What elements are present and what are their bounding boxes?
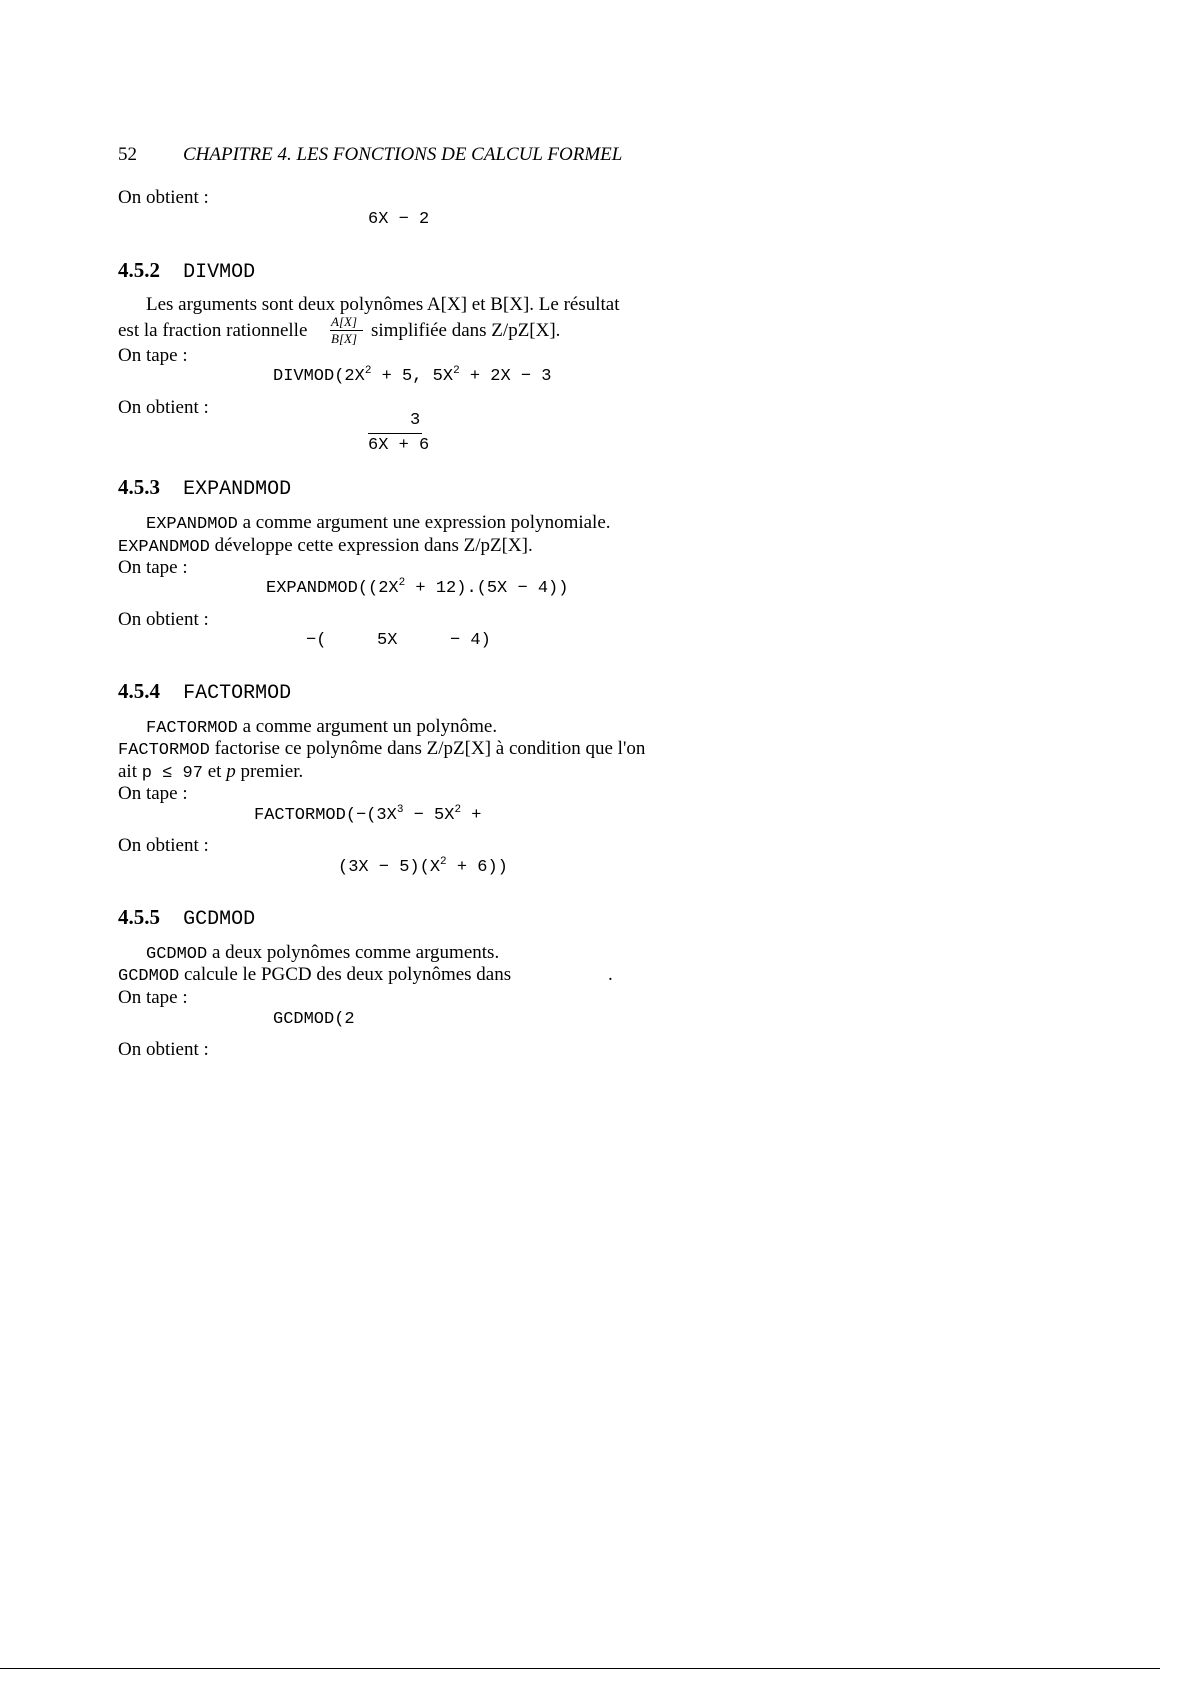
factormod-result: $(3X - 5)(X^2 + 6)$) xyxy=(338,856,508,877)
divmod-para-1: Les arguments sont deux polynômes A[X] et B[X]. Le résultat xyxy=(146,294,620,315)
expandmod-obtient: On obtient : xyxy=(118,609,209,630)
expandmod-result-b: 5X xyxy=(377,631,398,650)
factormod-tape: On tape : xyxy=(118,783,188,804)
factormod-line-2: FACTORMOD factorise ce polynôme dans Z/pZ[X] à condition que l'on xyxy=(118,738,646,760)
fraction-denominator: B[X] xyxy=(331,331,357,346)
section-heading-expandmod: 4.5.3 EXPANDMOD xyxy=(118,475,292,501)
chapter-header: CHAPITRE 4. LES FONCTIONS DE CALCUL FORMEL xyxy=(183,144,623,165)
factormod-line-3: ait p ≤ 97 et p premier. xyxy=(118,761,304,783)
section-heading-gcdmod: 4.5.5 GCDMOD xyxy=(118,905,256,931)
factormod-command: $FACTORMOD(-(3X^3 - 5X^2$ + xyxy=(254,804,482,825)
gcdmod-tape: On tape : xyxy=(118,987,188,1008)
divmod-result-bar xyxy=(368,433,422,434)
expandmod-result-a: −( xyxy=(306,631,327,650)
divmod-para-2a: est la fraction rationnelle xyxy=(118,320,308,341)
page-number: 52 xyxy=(118,144,137,165)
expandmod-tape: On tape : xyxy=(118,557,188,578)
gcdmod-line-2: GCDMOD calcule le PGCD des deux polynômes dans xyxy=(118,964,512,986)
expandmod-line-2: EXPANDMOD développe cette expression dans Z/pZ[X]. xyxy=(118,535,533,557)
gcdmod-line-2-end: . xyxy=(608,964,613,985)
intro-obtient: On obtient : xyxy=(118,187,209,208)
intro-result: 6X − 2 xyxy=(368,210,430,229)
fraction-numerator: A[X] xyxy=(331,314,357,329)
gcdmod-obtient: On obtient : xyxy=(118,1039,209,1060)
divmod-result-denominator: 6X + 6 xyxy=(368,436,430,455)
gcdmod-line-1: GCDMOD a deux polynômes comme arguments. xyxy=(146,942,500,964)
factormod-obtient: On obtient : xyxy=(118,835,209,856)
divmod-tape: On tape : xyxy=(118,345,188,366)
divmod-obtient: On obtient : xyxy=(118,397,209,418)
divmod-result-numerator: 3 xyxy=(410,411,421,430)
section-number: 4.5.2 xyxy=(118,258,160,282)
expandmod-command: $EXPANDMOD((2X^2 + 12).(5X - 4))$ xyxy=(266,577,569,598)
gcdmod-command: GCDMOD(2 xyxy=(273,1010,355,1029)
page-bottom-rule xyxy=(0,1668,1160,1669)
factormod-line-1: FACTORMOD a comme argument un polynôme. xyxy=(146,716,498,738)
section-heading-divmod xyxy=(118,258,255,284)
divmod-para-2b: simplifiée dans Z/pZ[X]. xyxy=(371,320,561,341)
divmod-command: $DIVMOD(2X^2 + 5$, $5X^2 + 2X - 3$ xyxy=(273,365,552,386)
section-title: DIVMOD xyxy=(183,261,256,284)
section-heading-factormod: 4.5.4 FACTORMOD xyxy=(118,679,292,705)
expandmod-line-1: EXPANDMOD a comme argument une expression polynomiale. xyxy=(146,512,611,534)
expandmod-result-c: − 4) xyxy=(450,631,491,650)
